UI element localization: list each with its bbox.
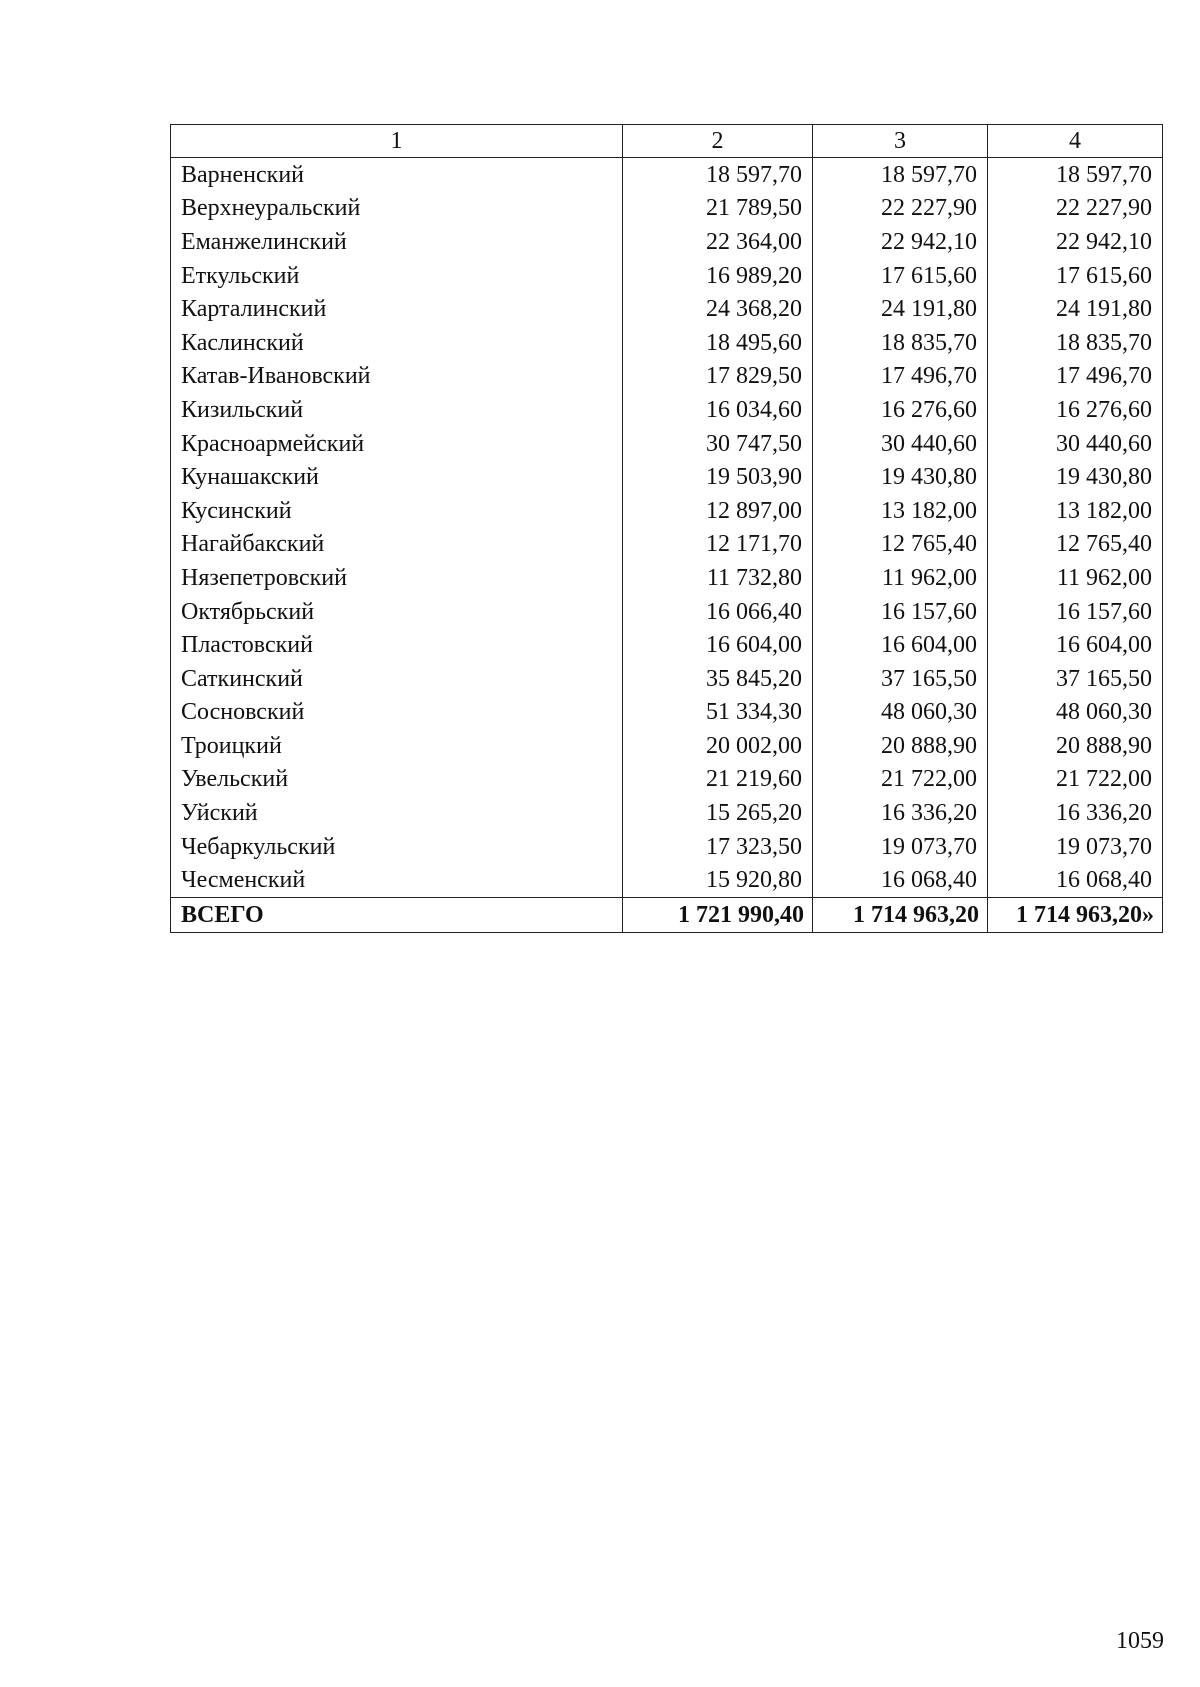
amount-cell: 18 597,70: [813, 158, 988, 192]
amount-cell: 12 897,00: [623, 494, 813, 528]
district-name-cell: Пластовский: [171, 628, 623, 662]
amount-cell: 19 073,70: [988, 830, 1163, 864]
table-row: [171, 460, 1163, 494]
table-row: [171, 628, 1163, 662]
table-row: [171, 192, 1163, 226]
total-row: [171, 898, 1163, 933]
amount-cell: 11 732,80: [623, 561, 813, 595]
amount-cell: 17 496,70: [813, 360, 988, 394]
amount-cell: 13 182,00: [988, 494, 1163, 528]
amount-cell: 12 765,40: [988, 528, 1163, 562]
amount-cell: 20 888,90: [988, 729, 1163, 763]
district-name-cell: Уйский: [171, 796, 623, 830]
district-name-cell: Каслинский: [171, 326, 623, 360]
amount-cell: 18 597,70: [623, 158, 813, 192]
district-name-cell: Троицкий: [171, 729, 623, 763]
district-name-cell: Еткульский: [171, 259, 623, 293]
amount-cell: 15 265,20: [623, 796, 813, 830]
amount-cell: 15 920,80: [623, 863, 813, 897]
amount-cell: 19 430,80: [988, 460, 1163, 494]
amount-cell: 18 835,70: [988, 326, 1163, 360]
page-number: 1059: [1116, 1628, 1164, 1654]
amount-cell: 21 722,00: [988, 763, 1163, 797]
amount-cell: 19 503,90: [623, 460, 813, 494]
amount-cell: 37 165,50: [813, 662, 988, 696]
amount-cell: 16 066,40: [623, 595, 813, 629]
amount-cell: 16 157,60: [813, 595, 988, 629]
amount-cell: 22 364,00: [623, 225, 813, 259]
amount-cell: 13 182,00: [813, 494, 988, 528]
table-row: [171, 528, 1163, 562]
amount-cell: 51 334,30: [623, 696, 813, 730]
district-name-cell: Саткинский: [171, 662, 623, 696]
district-name-cell: Октябрьский: [171, 595, 623, 629]
amount-cell: 11 962,00: [988, 561, 1163, 595]
amount-cell: 22 227,90: [988, 192, 1163, 226]
amount-cell: 48 060,30: [988, 696, 1163, 730]
amount-cell: 16 604,00: [988, 628, 1163, 662]
table-row: [171, 427, 1163, 461]
amount-cell: 17 496,70: [988, 360, 1163, 394]
amount-cell: 24 191,80: [988, 292, 1163, 326]
district-budget-table: [170, 124, 1163, 933]
total-cell: 1 714 963,20: [813, 898, 988, 933]
table-row: [171, 796, 1163, 830]
table-row: [171, 158, 1163, 192]
district-name-cell: Кунашакский: [171, 460, 623, 494]
table-row: [171, 259, 1163, 293]
amount-cell: 18 835,70: [813, 326, 988, 360]
district-name-cell: Верхнеуральский: [171, 192, 623, 226]
table-row: [171, 863, 1163, 897]
amount-cell: 20 888,90: [813, 729, 988, 763]
amount-cell: 19 073,70: [813, 830, 988, 864]
column-header-2: 2: [623, 125, 813, 158]
table-row: [171, 830, 1163, 864]
amount-cell: 16 157,60: [988, 595, 1163, 629]
amount-cell: 21 219,60: [623, 763, 813, 797]
district-name-cell: Сосновский: [171, 696, 623, 730]
amount-cell: 22 942,10: [988, 225, 1163, 259]
amount-cell: 19 430,80: [813, 460, 988, 494]
table-row: [171, 662, 1163, 696]
amount-cell: 22 227,90: [813, 192, 988, 226]
amount-cell: 17 829,50: [623, 360, 813, 394]
amount-cell: 20 002,00: [623, 729, 813, 763]
amount-cell: 48 060,30: [813, 696, 988, 730]
amount-cell: 16 989,20: [623, 259, 813, 293]
amount-cell: 17 615,60: [988, 259, 1163, 293]
table-row: [171, 326, 1163, 360]
amount-cell: 16 034,60: [623, 393, 813, 427]
district-name-cell: Варненский: [171, 158, 623, 192]
table-row: [171, 360, 1163, 394]
district-name-cell: Красноармейский: [171, 427, 623, 461]
table-row: [171, 225, 1163, 259]
column-header-1: 1: [171, 125, 623, 158]
table-row: [171, 729, 1163, 763]
amount-cell: 17 323,50: [623, 830, 813, 864]
amount-cell: 18 495,60: [623, 326, 813, 360]
amount-cell: 16 068,40: [813, 863, 988, 897]
amount-cell: 12 171,70: [623, 528, 813, 562]
district-name-cell: Кизильский: [171, 393, 623, 427]
table-row: [171, 763, 1163, 797]
district-name-cell: Еманжелинский: [171, 225, 623, 259]
amount-cell: 22 942,10: [813, 225, 988, 259]
amount-cell: 16 068,40: [988, 863, 1163, 897]
district-name-cell: Кусинский: [171, 494, 623, 528]
amount-cell: 16 604,00: [623, 628, 813, 662]
district-name-cell: Чебаркульский: [171, 830, 623, 864]
total-label: ВСЕГО: [171, 898, 623, 933]
amount-cell: 30 440,60: [988, 427, 1163, 461]
amount-cell: 30 440,60: [813, 427, 988, 461]
district-name-cell: Чесменский: [171, 863, 623, 897]
amount-cell: 24 191,80: [813, 292, 988, 326]
table-header-row: [171, 125, 1163, 158]
column-header-4: 4: [988, 125, 1163, 158]
amount-cell: 24 368,20: [623, 292, 813, 326]
amount-cell: 16 276,60: [813, 393, 988, 427]
district-name-cell: Катав-Ивановский: [171, 360, 623, 394]
district-name-cell: Нагайбакский: [171, 528, 623, 562]
total-cell: 1 714 963,20»: [988, 898, 1163, 933]
table-row: [171, 292, 1163, 326]
table-row: [171, 494, 1163, 528]
amount-cell: 37 165,50: [988, 662, 1163, 696]
table-row: [171, 393, 1163, 427]
district-name-cell: Карталинский: [171, 292, 623, 326]
table-row: [171, 595, 1163, 629]
amount-cell: 30 747,50: [623, 427, 813, 461]
amount-cell: 21 722,00: [813, 763, 988, 797]
amount-cell: 21 789,50: [623, 192, 813, 226]
district-name-cell: Нязепетровский: [171, 561, 623, 595]
amount-cell: 35 845,20: [623, 662, 813, 696]
amount-cell: 16 336,20: [988, 796, 1163, 830]
amount-cell: 12 765,40: [813, 528, 988, 562]
district-name-cell: Увельский: [171, 763, 623, 797]
table-row: [171, 561, 1163, 595]
amount-cell: 11 962,00: [813, 561, 988, 595]
amount-cell: 16 276,60: [988, 393, 1163, 427]
amount-cell: 16 604,00: [813, 628, 988, 662]
amount-cell: 17 615,60: [813, 259, 988, 293]
total-cell: 1 721 990,40: [623, 898, 813, 933]
table-row: [171, 696, 1163, 730]
amount-cell: 18 597,70: [988, 158, 1163, 192]
amount-cell: 16 336,20: [813, 796, 988, 830]
table-body: [171, 158, 1163, 933]
column-header-3: 3: [813, 125, 988, 158]
